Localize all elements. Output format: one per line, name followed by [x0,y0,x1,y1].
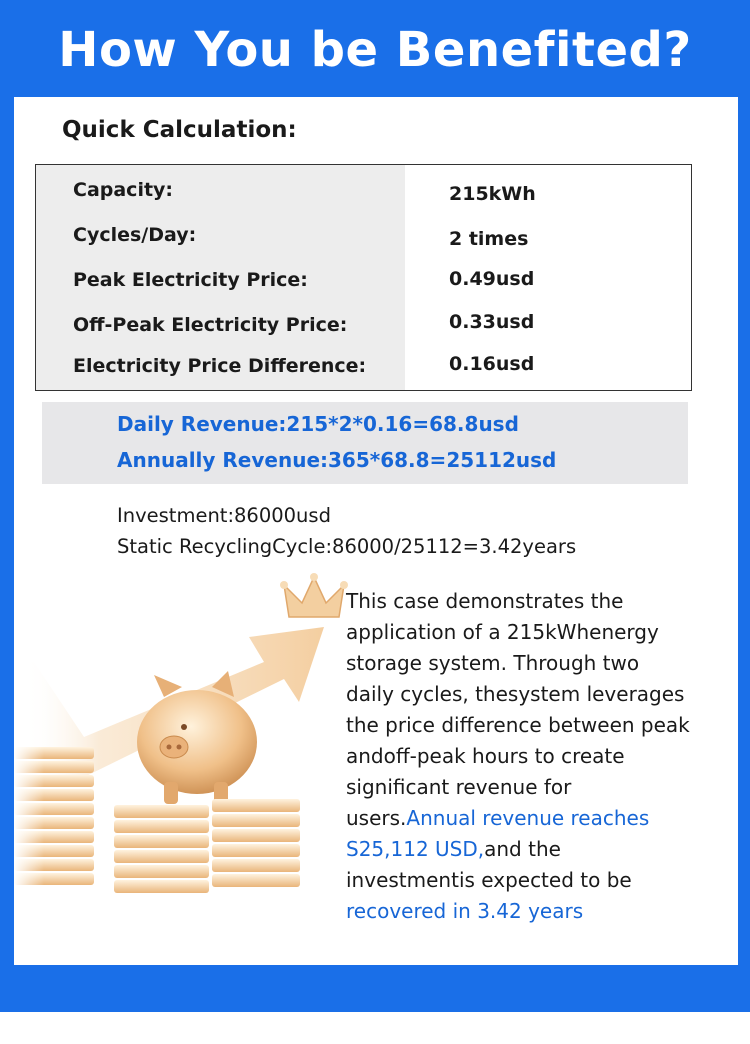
piggy-bank-with-coins-and-crown-icon [14,567,354,965]
description-line: the price difference between peak [346,713,690,737]
table-row [36,300,691,346]
calculation-table [35,164,692,391]
description-highlight: S25,112 USD, [346,837,485,861]
row-value: 0.49usd [449,268,535,290]
description-highlight: recovered in 3.42 years [346,899,584,923]
row-label: Cycles/Day: [73,224,197,246]
page-title: How You be Benefited? [58,22,692,78]
description-text: users. [346,806,407,830]
quick-calculation-heading: Quick Calculation: [62,117,297,143]
revenue-box [42,402,688,484]
description-text: and the [484,837,561,861]
row-label: Capacity: [73,179,174,201]
row-label: Peak Electricity Price: [73,269,308,291]
content-panel [14,97,738,965]
daily-revenue: Daily Revenue:215*2*0.16=68.8usd [117,412,519,436]
description-line: andoff-peak hours to create [346,744,625,768]
description-line: application of a 215kWhenergy [346,620,659,644]
description-line: daily cycles, thesystem leverages [346,682,685,706]
row-label: Off-Peak Electricity Price: [73,314,348,336]
description-line: investmentis expected to be [346,868,632,892]
description-line: significant revenue for [346,775,572,799]
description-line [346,803,731,834]
annual-revenue: Annually Revenue:365*68.8=25112usd [117,448,557,472]
row-value: 0.33usd [449,311,535,333]
recycling-cycle: Static RecyclingCycle:86000/25112=3.42years [117,535,577,558]
description-line: This case demonstrates the [346,589,624,613]
table-row [36,210,691,256]
investment-amount: Investment:86000usd [117,504,331,527]
row-value: 0.16usd [449,353,535,375]
row-label: Electricity Price Difference: [73,355,367,377]
table-row [36,255,691,301]
case-description [346,586,731,927]
description-line [346,834,731,865]
row-value: 215kWh [449,183,536,205]
description-highlight: Annual revenue reaches [406,806,650,830]
row-value: 2 times [449,228,529,250]
description-line: storage system. Through two [346,651,640,675]
table-row [36,165,691,211]
table-row [36,345,691,390]
